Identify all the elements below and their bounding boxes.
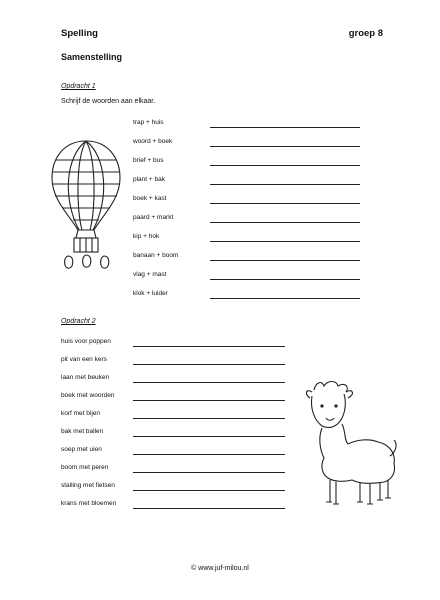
- exercise1-word: trap + huis: [133, 119, 164, 126]
- exercise1-answer-line[interactable]: [210, 146, 360, 147]
- exercise2-title: Opdracht 2: [61, 318, 96, 325]
- exercise2-answer-line[interactable]: [133, 490, 285, 491]
- exercise1-answer-line[interactable]: [210, 222, 360, 223]
- exercise2-answer-line[interactable]: [133, 364, 285, 365]
- exercise1-word: plant + bak: [133, 176, 165, 183]
- exercise1-word: klok + luider: [133, 290, 168, 297]
- exercise2-answer-line[interactable]: [133, 472, 285, 473]
- hot-air-balloon-icon: [50, 138, 122, 273]
- exercise1-word: vlag + mast: [133, 271, 167, 278]
- exercise1-word: boek + kast: [133, 195, 167, 202]
- exercise1-word: paard + markt: [133, 214, 174, 221]
- exercise2-word: korf met bijen: [61, 410, 101, 417]
- exercise2-answer-line[interactable]: [133, 382, 285, 383]
- exercise1-answer-line[interactable]: [210, 203, 360, 204]
- grade-label: groep 8: [348, 28, 383, 39]
- exercise2-answer-line[interactable]: [133, 454, 285, 455]
- exercise1-answer-line[interactable]: [210, 184, 360, 185]
- worksheet-title: Spelling: [61, 28, 98, 39]
- footer-copyright: © www.juf-milou.nl: [191, 565, 249, 572]
- exercise2-word: huis voor poppen: [61, 338, 111, 345]
- exercise2-word: bak met ballen: [61, 428, 104, 435]
- exercise2-word: laan met beuken: [61, 374, 110, 381]
- exercise2-word: boek met woorden: [61, 392, 115, 399]
- exercise1-word: brief + bus: [133, 157, 164, 164]
- exercise1-word: kip + hok: [133, 233, 160, 240]
- exercise1-answer-line[interactable]: [210, 241, 360, 242]
- exercise1-word: banaan + boom: [133, 252, 179, 259]
- llama-icon: [300, 378, 400, 510]
- exercise2-word: krans met bloemen: [61, 500, 117, 507]
- exercise2-word: soep met uien: [61, 446, 102, 453]
- exercise1-instruction: Schrijf de woorden aan elkaar.: [61, 98, 156, 105]
- exercise2-word: stalling met fietsen: [61, 482, 115, 489]
- exercise1-answer-line[interactable]: [210, 165, 360, 166]
- exercise2-answer-line[interactable]: [133, 418, 285, 419]
- exercise1-word: woord + boek: [133, 138, 173, 145]
- exercise1-title: Opdracht 1: [61, 83, 96, 90]
- worksheet-subtitle: Samenstelling: [61, 52, 123, 62]
- exercise1-answer-line[interactable]: [210, 298, 360, 299]
- exercise1-answer-line[interactable]: [210, 127, 360, 128]
- exercise2-answer-line[interactable]: [133, 508, 285, 509]
- exercise2-answer-line[interactable]: [133, 436, 285, 437]
- exercise2-word: pit van een kers: [61, 356, 107, 363]
- exercise1-answer-line[interactable]: [210, 279, 360, 280]
- exercise2-word: boom met peren: [61, 464, 109, 471]
- exercise2-answer-line[interactable]: [133, 400, 285, 401]
- exercise1-answer-line[interactable]: [210, 260, 360, 261]
- exercise2-answer-line[interactable]: [133, 346, 285, 347]
